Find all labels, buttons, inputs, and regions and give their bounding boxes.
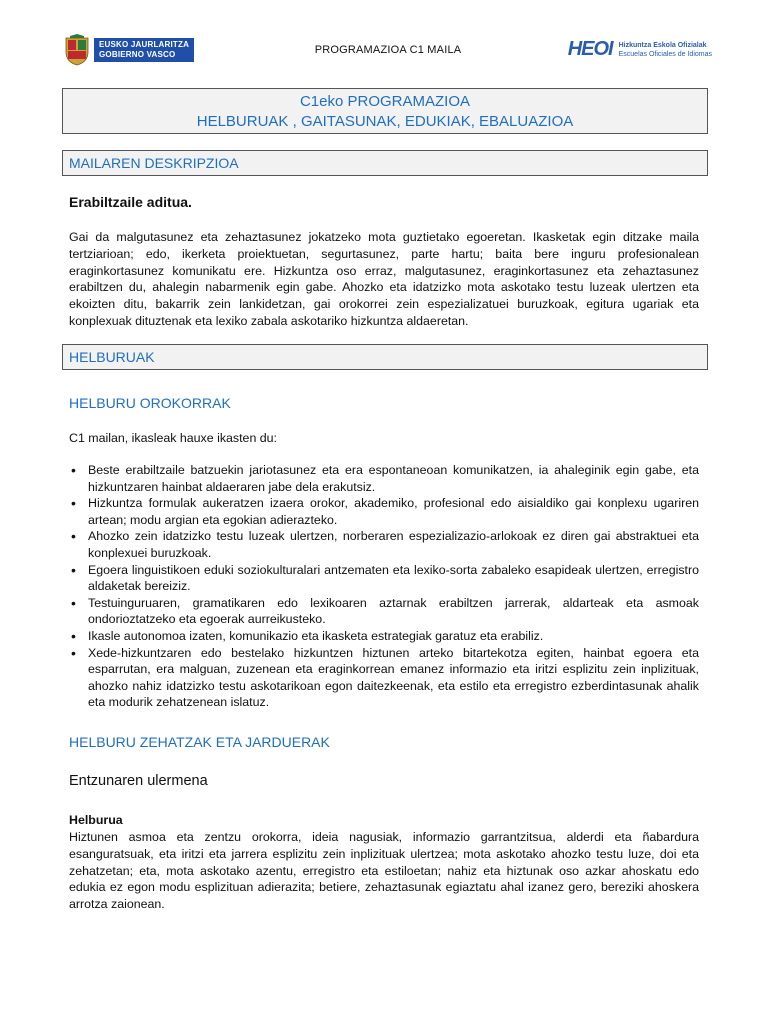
program-title-line-1: C1eko PROGRAMAZIOA xyxy=(299,93,471,110)
list-item: • Egoera linguistikoen eduki soziokulturalari antzematen eta lexiko-sorta zabaleko esapideak ulertzen, erregistro aldaketak bereiziz. xyxy=(69,562,699,595)
header-title: PROGRAMAZIOA C1 MAILA xyxy=(314,44,462,56)
list-item: • Hizkuntza formulak aukeratzen izaera orokor, akademiko, profesional edo aisialdiko gai konplexu ugariren artean; modu argian eta egokian adierazteko. xyxy=(69,495,699,528)
logo-line-1: EUSKO JAURLARITZA xyxy=(99,40,190,49)
listening-title: Entzunaren ulermena xyxy=(69,773,208,789)
section-header-goals: HELBURUAK xyxy=(62,344,708,370)
section-header-description: MAILAREN DESKRIPZIOA xyxy=(62,150,708,176)
description-paragraph: Gai da malgutasunez eta zehaztasunez jokatzeko mota guztietako egoeretan. Ikasketak egin ditzake maila tertziarioan; edo, ikerketa proiektuetan, segurtasunez, parte hartu; baita bere inguru profesionalean eraginkortasunez komunikatu ere. Hizkuntza oso erraz, malgutasunez, eraginkortasunez eta zehaztasunez erabiltzen du, ahalegin nabarmenik egin gabe. Ahozko eta idatzizko mota askotako testu luzeak ulertzen eta ekoizten ditu, bakarrik zein lankidetzan, gai orokorrei zein espezializatuei buruzkoak, egitura ugariak eta konplexuak dituztenak eta lexiko zabala askotariko hizkuntza aldaeretan. xyxy=(69,230,699,328)
list-item: • Beste erabiltzaile batzuekin jariotasunez eta era espontaneoan komunikatzen, ia ahaleginik egin gabe, eta hizkuntzaren hainbat aldaeraren jabe dela erakutsiz. xyxy=(69,462,699,495)
heoi-logo-text xyxy=(619,41,712,59)
heoi-logo xyxy=(568,38,712,61)
list-item: • Ikasle autonomoa izaten, komunikazio eta ikasketa estrategiak garatuz eta erabiliz. xyxy=(69,628,699,645)
program-title-line-2: HELBURUAK , GAITASUNAK, EDUKIAK, EBALUAZIOA xyxy=(196,113,574,130)
general-goals-intro: C1 mailan, ikasleak hauxe ikasten du: xyxy=(69,431,278,445)
heoi-mark: HEOI xyxy=(567,38,613,60)
list-item: • Xede-hizkuntzaren edo bestelako hizkuntzen hiztunen arteko bitartekotza egiten, hainbat egoera eta esparrutan, era malguan, zuzenean eta eraginkorrean emanez informazio eta iritzi esplizitu zein inplizituak, ahozko nahiz idatzizko testu askotarikoan egon daitezkeenak, eta estilo eta erregistro ezberdintasunak ahalik eta modurik zehatzenean islatuz. xyxy=(69,645,699,711)
goal-label: Helburua xyxy=(69,813,123,827)
page-header xyxy=(64,34,712,70)
program-title-box xyxy=(62,88,708,134)
general-goals-list xyxy=(69,462,699,711)
list-item: • Testuinguruaren, gramatikaren edo lexikoaren aztarnak erabiltzen jarrerak, aldarteak eta asmoak ondorioztatzeko eta egoerak aurreikusteko. xyxy=(69,595,699,628)
heoi-line-2: Escuelas Oficiales de Idiomas xyxy=(618,50,712,58)
specific-goals-title: HELBURU ZEHATZAK ETA JARDUERAK xyxy=(69,734,330,750)
listening-paragraph: Hiztunen asmoa eta zentzu orokorra, ideia nagusiak, informazio garrantzitsua, alderdi eta ñabardura esanguratsuak, eta iritzi eta jarrera esplizitu zein inplizituak ulertzea; mota askotako ahozko testu luze, doi eta zehatzetan; eta, mota askotako azentu, erregistro eta estiloetan; nahiz eta hiztunak oso azkar ahoskatu edo edukia ez egon modu esplizituan adierazita; betiere, zehaztasunak egiaztatu ahal izanez gero, bereziki ahoskera arrotza zaionean. xyxy=(69,830,699,912)
user-level-heading: Erabiltzaile aditua. xyxy=(69,194,192,210)
logo-line-2: GOBIERNO VASCO xyxy=(99,50,176,59)
list-item: • Ahozko zein idatzizko testu luzeak ulertzen, norberaren espezializazio-arlokoak ez diren gai abstraktuei eta konplexuei buruzkoak. xyxy=(69,528,699,561)
general-goals-title: HELBURU OROKORRAK xyxy=(69,395,231,411)
heoi-line-1: Hizkuntza Eskola Ofizialak xyxy=(618,41,707,49)
